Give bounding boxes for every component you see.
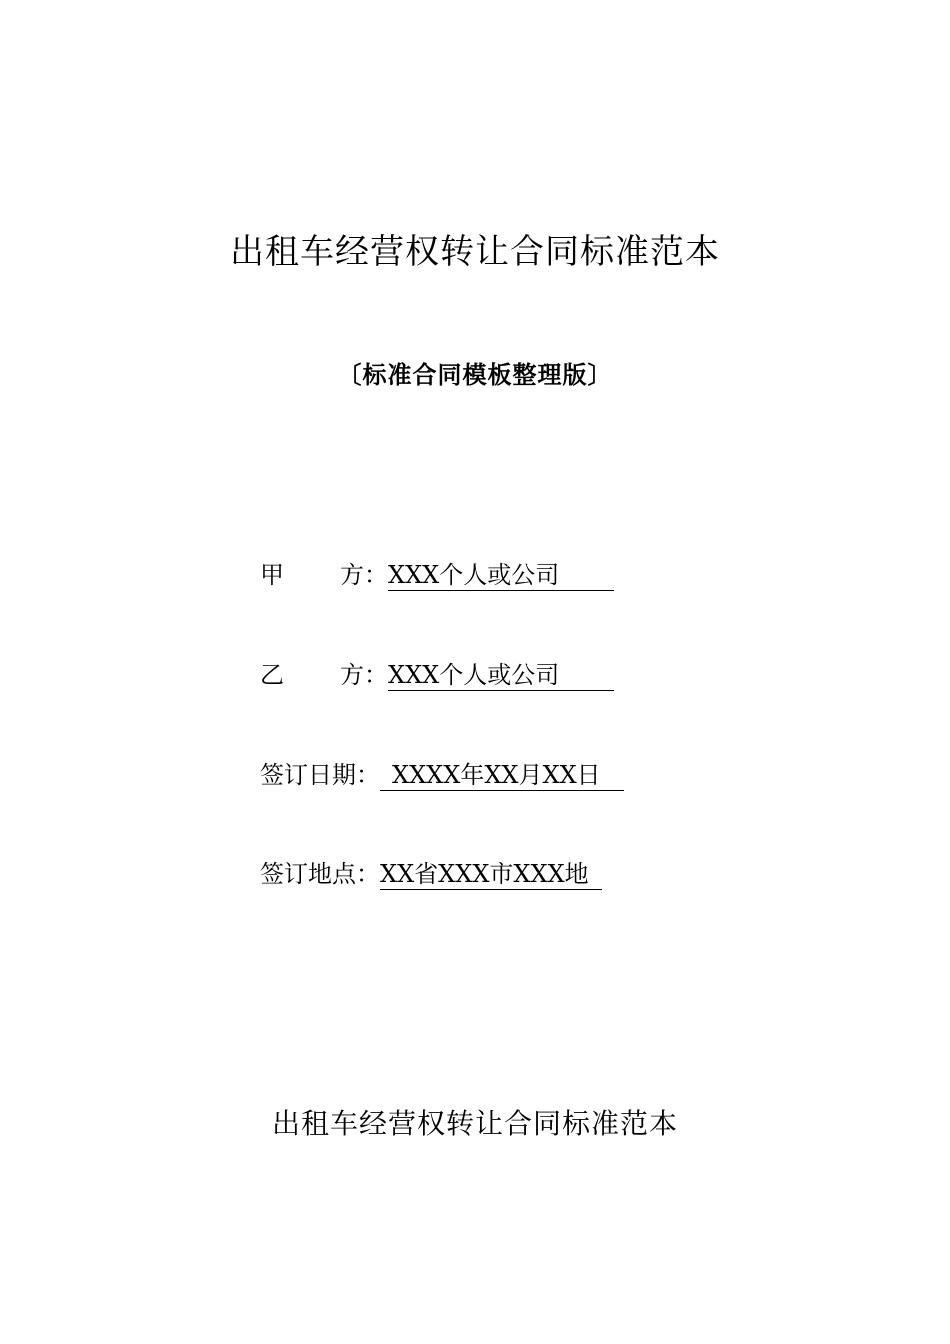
party-a-label-last: 方： — [340, 561, 388, 589]
party-b-label — [260, 658, 388, 692]
party-a-label-first: 甲 — [260, 561, 284, 589]
sign-date-label: 签订日期： — [260, 761, 380, 789]
sign-place-field — [260, 857, 602, 891]
page-title: 出租车经营权转让合同标准范本 — [230, 232, 720, 272]
sign-date-field — [260, 758, 624, 792]
sign-date-value: XXXX年XX月XX日 — [380, 760, 624, 791]
sign-place-value: XX省XXX市XXX地 — [380, 859, 602, 890]
party-b-label-last: 方： — [340, 661, 388, 689]
party-b-field — [260, 658, 614, 692]
party-a-value: XXX个人或公司 — [388, 560, 614, 591]
party-a-field — [260, 558, 614, 592]
party-b-value: XXX个人或公司 — [388, 660, 614, 691]
footer-title: 出租车经营权转让合同标准范本 — [271, 1107, 678, 1140]
party-a-label — [260, 558, 388, 592]
sign-place-label: 签订地点： — [260, 860, 380, 888]
party-b-label-first: 乙 — [260, 661, 284, 689]
page-subtitle: 〔标准合同模板整理版〕 — [337, 360, 613, 389]
